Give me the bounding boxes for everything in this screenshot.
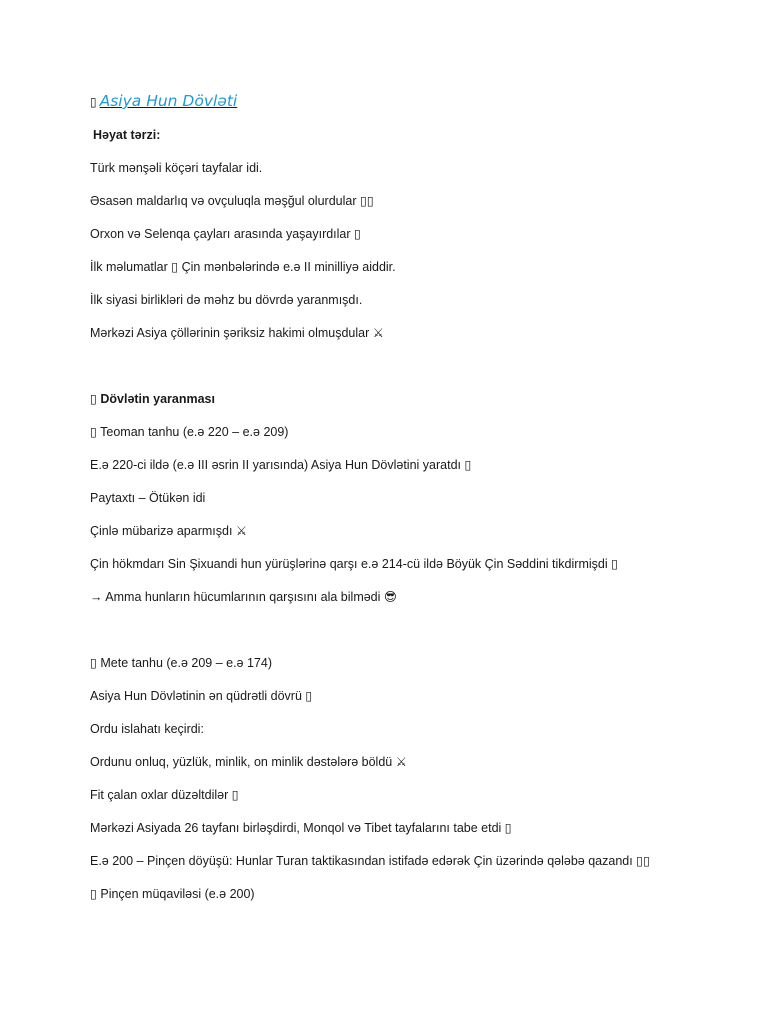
section-gap [90, 622, 730, 655]
text-line: Paytaxtı – Ötükən idi [90, 491, 206, 505]
text-line: Çinlə mübarizə aparmışdı ⚔ [90, 524, 248, 538]
document-page [90, 92, 730, 919]
section-gap [90, 358, 730, 391]
text-line: İlk siyasi birlikləri də məhz bu dövrdə yaranmışdı. [90, 293, 363, 307]
section-mete-tanhu [90, 655, 730, 919]
section-lifestyle [90, 127, 730, 358]
section-state-founding [90, 391, 730, 622]
text-line: Türk mənşəli köçəri tayfalar idi. [90, 161, 263, 175]
text-line: Çin hökmdarı Sin Şixuandi hun yürüşlərinə qarşı e.ə 214-cü ildə Böyük Çin Səddini tikdirmişdi ▯ [90, 557, 618, 571]
text-line: Əsasən maldarlıq və ovçuluqla məşğul olurdular ▯▯ [90, 194, 374, 208]
text-line: ▯ Pinçen müqaviləsi (e.ə 200) [90, 887, 255, 901]
text-line: E.ə 200 – Pinçen döyüşü: Hunlar Turan taktikasından istifadə edərək Çin üzərində qələbə qazandı ▯▯ [90, 854, 650, 868]
missing-glyph-icon: ▯ [90, 95, 97, 109]
text-line: Mərkəzi Asiyada 26 tayfanı birləşdirdi, Monqol və Tibet tayfalarını tabe etdi ▯ [90, 821, 512, 835]
section-heading: ▯ Dövlətin yaranması [90, 392, 215, 406]
text-line: Ordunu onluq, yüzlük, minlik, on minlik dəstələrə böldü ⚔ [90, 755, 407, 769]
title-line [90, 92, 730, 118]
text-line: İlk məlumatlar ▯ Çin mənbələrində e.ə II minilliyə aiddir. [90, 260, 396, 274]
text-line: Orxon və Selenqa çayları arasında yaşayırdılar ▯ [90, 227, 361, 241]
document-title-link[interactable]: Asiya Hun Dövləti [99, 92, 238, 110]
text-line: Asiya Hun Dövlətinin ən qüdrətli dövrü ▯ [90, 689, 313, 703]
text-line: E.ə 220-ci ildə (e.ə III əsrin II yarısında) Asiya Hun Dövlətini yaratdı ▯ [90, 458, 472, 472]
text-line: Fit çalan oxlar düzəltdilər ▯ [90, 788, 239, 802]
section-heading: Həyat tərzi: [93, 128, 161, 142]
text-line: Ordu islahatı keçirdi: [90, 722, 204, 736]
text-line: → Amma hunların hücumlarının qarşısını ala bilmədi 😎 [90, 590, 397, 604]
text-line: Mərkəzi Asiya çöllərinin şəriksiz hakimi olmuşdular ⚔ [90, 326, 384, 340]
text-line: ▯ Mete tanhu (e.ə 209 – e.ə 174) [90, 656, 273, 670]
text-line: ▯ Teoman tanhu (e.ə 220 – e.ə 209) [90, 425, 289, 439]
